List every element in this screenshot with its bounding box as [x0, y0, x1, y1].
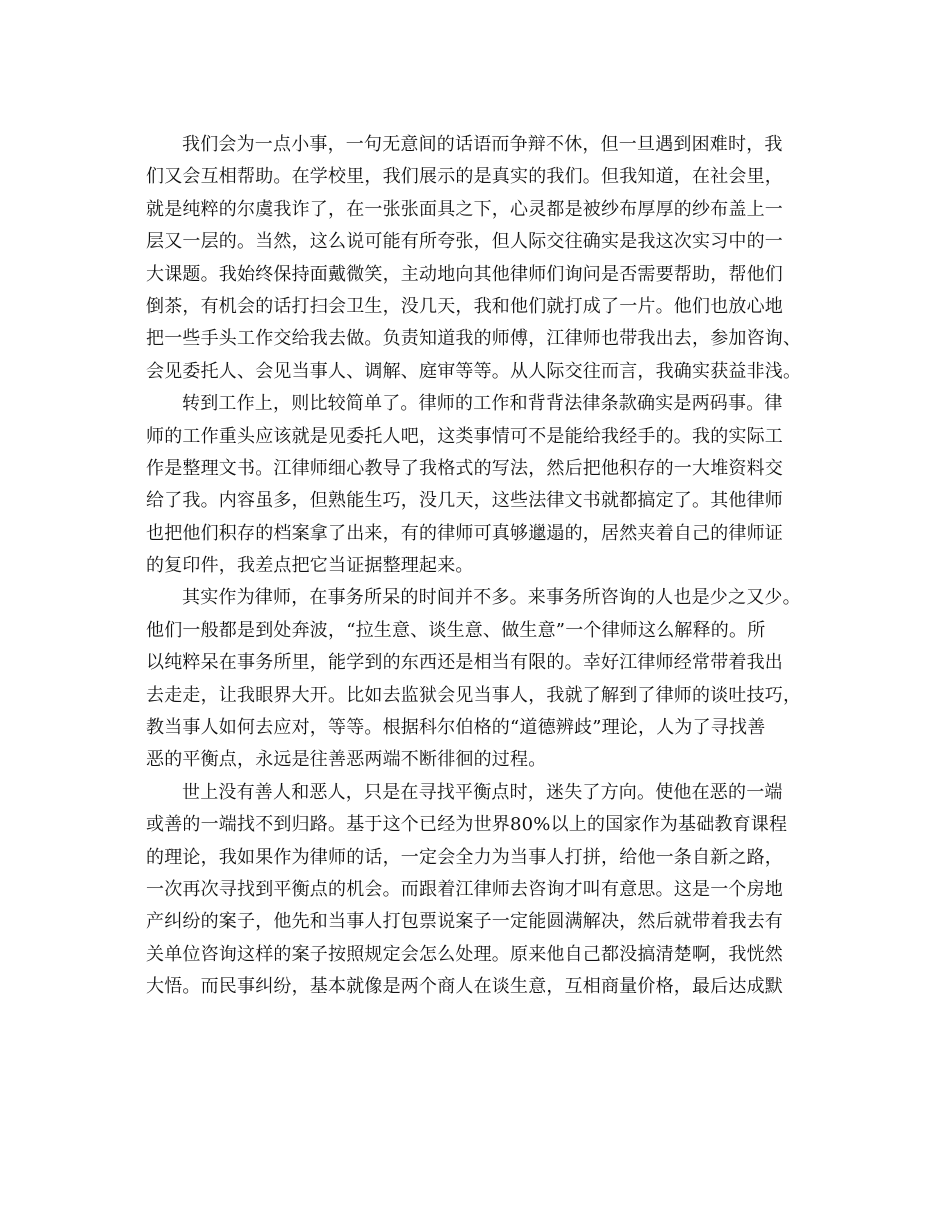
paragraph-2 — [146, 388, 806, 582]
text-line: 世上没有善人和恶人，只是在寻找平衡点时，迷失了方向。使他在恶的一端 — [182, 781, 783, 803]
text-line: 转到工作上，则比较简单了。律师的工作和背背法律条款确实是两码事。律 — [182, 393, 783, 415]
text-line: 他们一般都是到处奔波，“拉生意、谈生意、做生意”一个律师这么解释的。所 — [146, 619, 766, 641]
text-line: 也把他们积存的档案拿了出来，有的律师可真够邋遢的，居然夹着自己的律师证 — [146, 522, 783, 544]
text-line: 或善的一端找不到归路。基于这个已经为世界80%以上的国家作为基础教育课程 — [146, 814, 788, 836]
text-line: 师的工作重头应该就是见委托人吧，这类事情可不是能给我经手的。我的实际工 — [146, 425, 783, 447]
text-line: 一次再次寻找到平衡点的机会。而跟着江律师去咨询才叫有意思。这是一个房地 — [146, 878, 783, 900]
body-text — [146, 129, 806, 1004]
text-line: 大悟。而民事纠纷，基本就像是两个商人在谈生意，互相商量价格，最后达成默 — [146, 976, 783, 998]
text-line: 的理论，我如果作为律师的话，一定会全力为当事人打拼，给他一条自新之路， — [146, 846, 783, 868]
text-line: 的复印件，我差点把它当证据整理起来。 — [146, 555, 474, 577]
text-line: 大课题。我始终保持面戴微笑，主动地向其他律师们询问是否需要帮助，帮他们 — [146, 263, 783, 285]
text-line: 就是纯粹的尔虞我诈了，在一张张面具之下，心灵都是被纱布厚厚的纱布盖上一 — [146, 198, 783, 220]
text-line: 给了我。内容虽多，但熟能生巧，没几天，这些法律文书就都搞定了。其他律师 — [146, 490, 783, 512]
text-line: 把一些手头工作交给我去做。负责知道我的师傅，江律师也带我出去，参加咨询、 — [146, 328, 802, 350]
paragraph-4 — [146, 777, 806, 1004]
text-line: 倒茶，有机会的话打扫会卫生，没几天，我和他们就打成了一片。他们也放心地 — [146, 295, 783, 317]
text-line: 其实作为律师，在事务所呆的时间并不多。来事务所咨询的人也是少之又少。 — [182, 587, 801, 609]
text-line: 我们会为一点小事，一句无意间的话语而争辩不休，但一旦遇到困难时，我 — [182, 134, 783, 155]
text-line: 作是整理文书。江律师细心教导了我格式的写法，然后把他积存的一大堆资料交 — [146, 457, 783, 479]
text-line: 产纠纷的案子，他先和当事人打包票说案子一定能圆满解决，然后就带着我去有 — [146, 911, 783, 933]
text-line: 恶的平衡点，永远是往善恶两端不断徘徊的过程。 — [146, 749, 547, 771]
text-line: 们又会互相帮助。在学校里，我们展示的是真实的我们。但我知道，在社会里， — [146, 166, 783, 188]
text-line: 教当事人如何去应对，等等。根据科尔伯格的“道德辨歧”理论，人为了寻找善 — [146, 717, 766, 739]
text-line: 层又一层的。当然，这么说可能有所夸张，但人际交往确实是我这次实习中的一 — [146, 231, 783, 253]
text-line: 会见委托人、会见当事人、调解、庭审等等。从人际交往而言，我确实获益非浅。 — [146, 360, 802, 382]
paragraph-1 — [146, 129, 806, 388]
text-line: 以纯粹呆在事务所里，能学到的东西还是相当有限的。幸好江律师经常带着我出 — [146, 652, 783, 674]
text-line: 关单位咨询这样的案子按照规定会怎么处理。原来他自己都没搞清楚啊，我恍然 — [146, 943, 783, 965]
text-line: 去走走，让我眼界大开。比如去监狱会见当事人，我就了解到了律师的谈吐技巧， — [146, 684, 802, 706]
paragraph-3 — [146, 582, 806, 776]
